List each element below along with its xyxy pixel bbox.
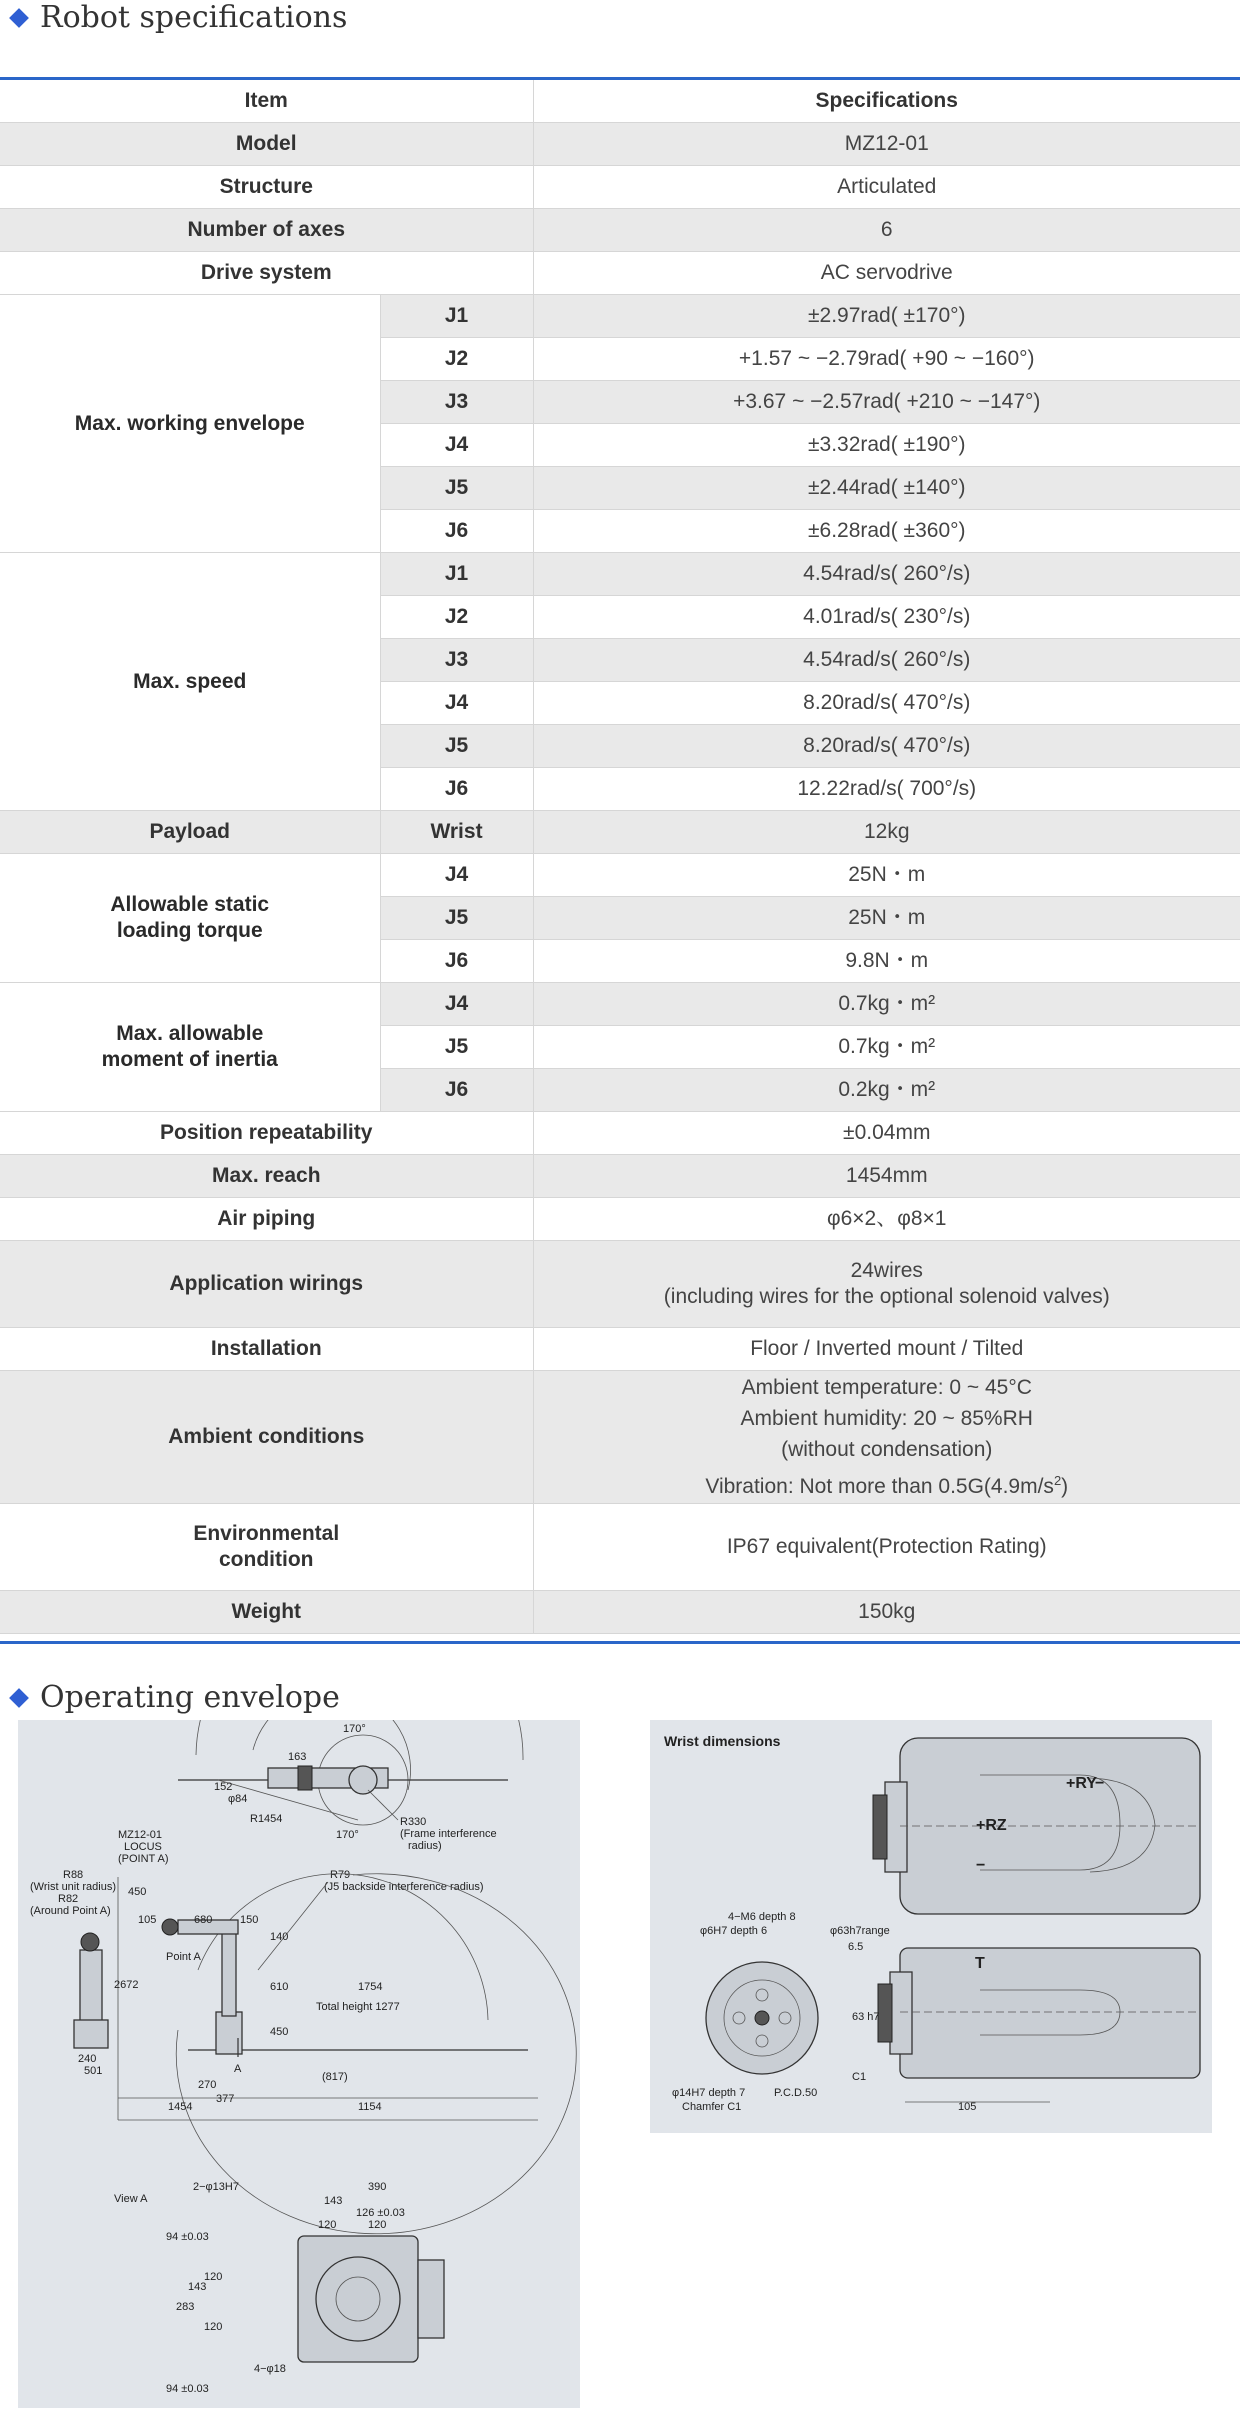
dim-label: 120 xyxy=(318,2219,337,2231)
table-row: J4 8.20rad/s( 470°/s) xyxy=(0,682,1240,725)
table-row: J5 25N・m xyxy=(0,897,1240,940)
dim-label: 501 xyxy=(84,2065,103,2077)
table-row: Payload Wrist 12kg xyxy=(0,811,1240,854)
dim-label: MZ12-01 xyxy=(118,1829,163,1841)
table-row: J6 0.2kg・m² xyxy=(0,1069,1240,1112)
dim-label: Point A xyxy=(166,1951,201,1963)
dim-label: 450 xyxy=(128,1886,147,1898)
table-row: J6 12.22rad/s( 700°/s) xyxy=(0,768,1240,811)
table-row: J5 0.7kg・m² xyxy=(0,1026,1240,1069)
table-row: J5 8.20rad/s( 470°/s) xyxy=(0,725,1240,768)
table-row: Max. allowable moment of inertia J4 0.7kg・m² xyxy=(0,983,1240,1026)
dim-label: 140 xyxy=(270,1931,289,1943)
dim-label: A xyxy=(234,2063,242,2075)
table-row: Max. speed J1 4.54rad/s( 260°/s) xyxy=(0,553,1240,596)
dim-label: 94 ±0.03 xyxy=(166,2383,209,2395)
spec-table xyxy=(0,80,1240,1634)
dim-label: Total height 1277 xyxy=(316,2001,400,2013)
dim-label: P.C.D.50 xyxy=(774,2087,818,2099)
dim-label: 377 xyxy=(216,2093,235,2105)
table-row: Max. reach 1454mm xyxy=(0,1155,1240,1198)
dim-label: 2−φ13H7 xyxy=(193,2181,239,2193)
dim-label: R82 xyxy=(58,1893,79,1905)
header-spec: Specifications xyxy=(533,80,1240,123)
dim-label: 163 xyxy=(288,1751,307,1763)
table-row: Application wirings 24wires (including wires for the optional solenoid valves) xyxy=(0,1241,1240,1328)
dim-label: (817) xyxy=(322,2071,348,2083)
dim-label: R1454 xyxy=(250,1813,283,1825)
axis-label: +RZ xyxy=(976,1817,1007,1834)
table-row: J6 9.8N・m xyxy=(0,940,1240,983)
table-row: Drive system AC servodrive xyxy=(0,252,1240,295)
table-row: J2 +1.57 ~ −2.79rad( +90 ~ −160°) xyxy=(0,338,1240,381)
table-row: Model MZ12-01 xyxy=(0,123,1240,166)
dim-label: 150 xyxy=(240,1914,259,1926)
table-row: Installation Floor / Inverted mount / Tilted xyxy=(0,1328,1240,1371)
inertia-label: Max. allowable moment of inertia xyxy=(0,983,380,1112)
dim-label: 6.5 xyxy=(848,1941,864,1953)
dim-label: 63 h7 xyxy=(852,2011,880,2023)
dim-label: 4−φ18 xyxy=(254,2363,286,2375)
dim-label: φ84 xyxy=(228,1793,248,1805)
table-row: Position repeatability ±0.04mm xyxy=(0,1112,1240,1155)
spec-section-title: Robot specifications xyxy=(8,0,347,35)
dim-label: 126 ±0.03 xyxy=(356,2207,405,2219)
dim-label: R330 xyxy=(400,1816,427,1828)
table-row: J5 ±2.44rad( ±140°) xyxy=(0,467,1240,510)
dim-label: 680 xyxy=(194,1914,213,1926)
dim-label: 4−M6 depth 8 xyxy=(728,1911,796,1923)
dim-label: (Frame interference xyxy=(400,1828,497,1840)
dim-label: View A xyxy=(114,2193,148,2205)
table-row: J3 +3.67 ~ −2.57rad( +210 ~ −147°) xyxy=(0,381,1240,424)
dim-label: 240 xyxy=(78,2053,97,2065)
envelope-section-title: Operating envelope xyxy=(8,1680,340,1715)
table-row: J2 4.01rad/s( 230°/s) xyxy=(0,596,1240,639)
dim-label: φ14H7 depth 7 xyxy=(672,2087,746,2099)
dim-label: 1454 xyxy=(168,2101,193,2113)
dim-label: 2672 xyxy=(114,1979,139,1991)
dim-label: (POINT A) xyxy=(118,1853,169,1865)
dim-label: 170° xyxy=(343,1723,366,1735)
dim-label: LOCUS xyxy=(124,1841,162,1853)
dim-label: 152 xyxy=(214,1781,233,1793)
table-row: Number of axes 6 xyxy=(0,209,1240,252)
dim-label: φ6H7 depth 6 xyxy=(700,1925,768,1937)
dim-label: (Around Point A) xyxy=(30,1905,111,1917)
bullet-diamond-icon xyxy=(9,1688,29,1708)
dim-label: 390 xyxy=(368,2181,387,2193)
bottom-rule xyxy=(0,1641,1240,1644)
dim-label: 283 xyxy=(176,2301,195,2313)
axis-label: +RY xyxy=(1066,1775,1097,1792)
speed-label: Max. speed xyxy=(0,553,380,811)
wrist-drawing-svg xyxy=(650,1720,1212,2133)
dim-label: φ63h7range xyxy=(830,1925,890,1937)
table-row: Ambient conditions Ambient temperature: 0 ~ 45°C Ambient humidity: 20 ~ 85%RH (without condensation) Vibration: Not more than $0.5G(4.9m/s^2)$ xyxy=(0,1371,1240,1504)
wrist-title: Wrist dimensions xyxy=(664,1733,781,1749)
table-row: Allowable static loading torque J4 25N・m xyxy=(0,854,1240,897)
dim-label: 120 xyxy=(204,2321,223,2333)
table-header-row xyxy=(0,80,1240,123)
axis-label: T xyxy=(975,1955,985,1972)
axis-label: − xyxy=(976,1857,986,1874)
dim-label: C1 xyxy=(852,2071,867,2083)
dim-label: 1754 xyxy=(358,1981,383,1993)
dim-label: 105 xyxy=(958,2101,977,2113)
torque-label: Allowable static loading torque xyxy=(0,854,380,983)
envelope-drawing-svg xyxy=(18,1720,580,2408)
table-row: Weight 150kg xyxy=(0,1591,1240,1634)
dim-label: 610 xyxy=(270,1981,289,1993)
wrist-dimensions-drawing xyxy=(650,1720,1212,2133)
dim-label: R79 xyxy=(330,1869,351,1881)
dim-label: 94 ±0.03 xyxy=(166,2231,209,2243)
dim-label: (Wrist unit radius) xyxy=(30,1881,116,1893)
bullet-diamond-icon xyxy=(9,8,29,28)
table-row: J6 ±6.28rad( ±360°) xyxy=(0,510,1240,553)
dim-label: 105 xyxy=(138,1914,157,1926)
dim-label: Chamfer C1 xyxy=(682,2101,742,2113)
dim-label: 170° xyxy=(336,1829,359,1841)
dim-label: 143 xyxy=(324,2195,343,2207)
header-item: Item xyxy=(0,80,533,123)
table-row: Air piping φ6×2、φ8×1 xyxy=(0,1198,1240,1241)
dim-label: (J5 backside interference radius) xyxy=(324,1881,484,1893)
dim-label: 120 xyxy=(204,2271,223,2283)
dim-label: 450 xyxy=(270,2026,289,2038)
dim-label: R88 xyxy=(63,1869,84,1881)
envelope-label: Max. working envelope xyxy=(0,295,380,553)
dim-label: 120 xyxy=(368,2219,387,2231)
table-row: J3 4.54rad/s( 260°/s) xyxy=(0,639,1240,682)
axis-label: − xyxy=(1095,1775,1105,1792)
table-row: Environmental condition IP67 equivalent(Protection Rating) xyxy=(0,1504,1240,1591)
dim-label: 143 xyxy=(188,2281,207,2293)
table-row: J4 ±3.32rad( ±190°) xyxy=(0,424,1240,467)
dim-label: 1154 xyxy=(358,2101,382,2113)
table-row: Structure Articulated xyxy=(0,166,1240,209)
dim-label: radius) xyxy=(408,1840,442,1852)
dim-label: 270 xyxy=(198,2079,217,2091)
table-row: Max. working envelope J1 ±2.97rad( ±170°) xyxy=(0,295,1240,338)
operating-envelope-drawing xyxy=(18,1720,580,2408)
